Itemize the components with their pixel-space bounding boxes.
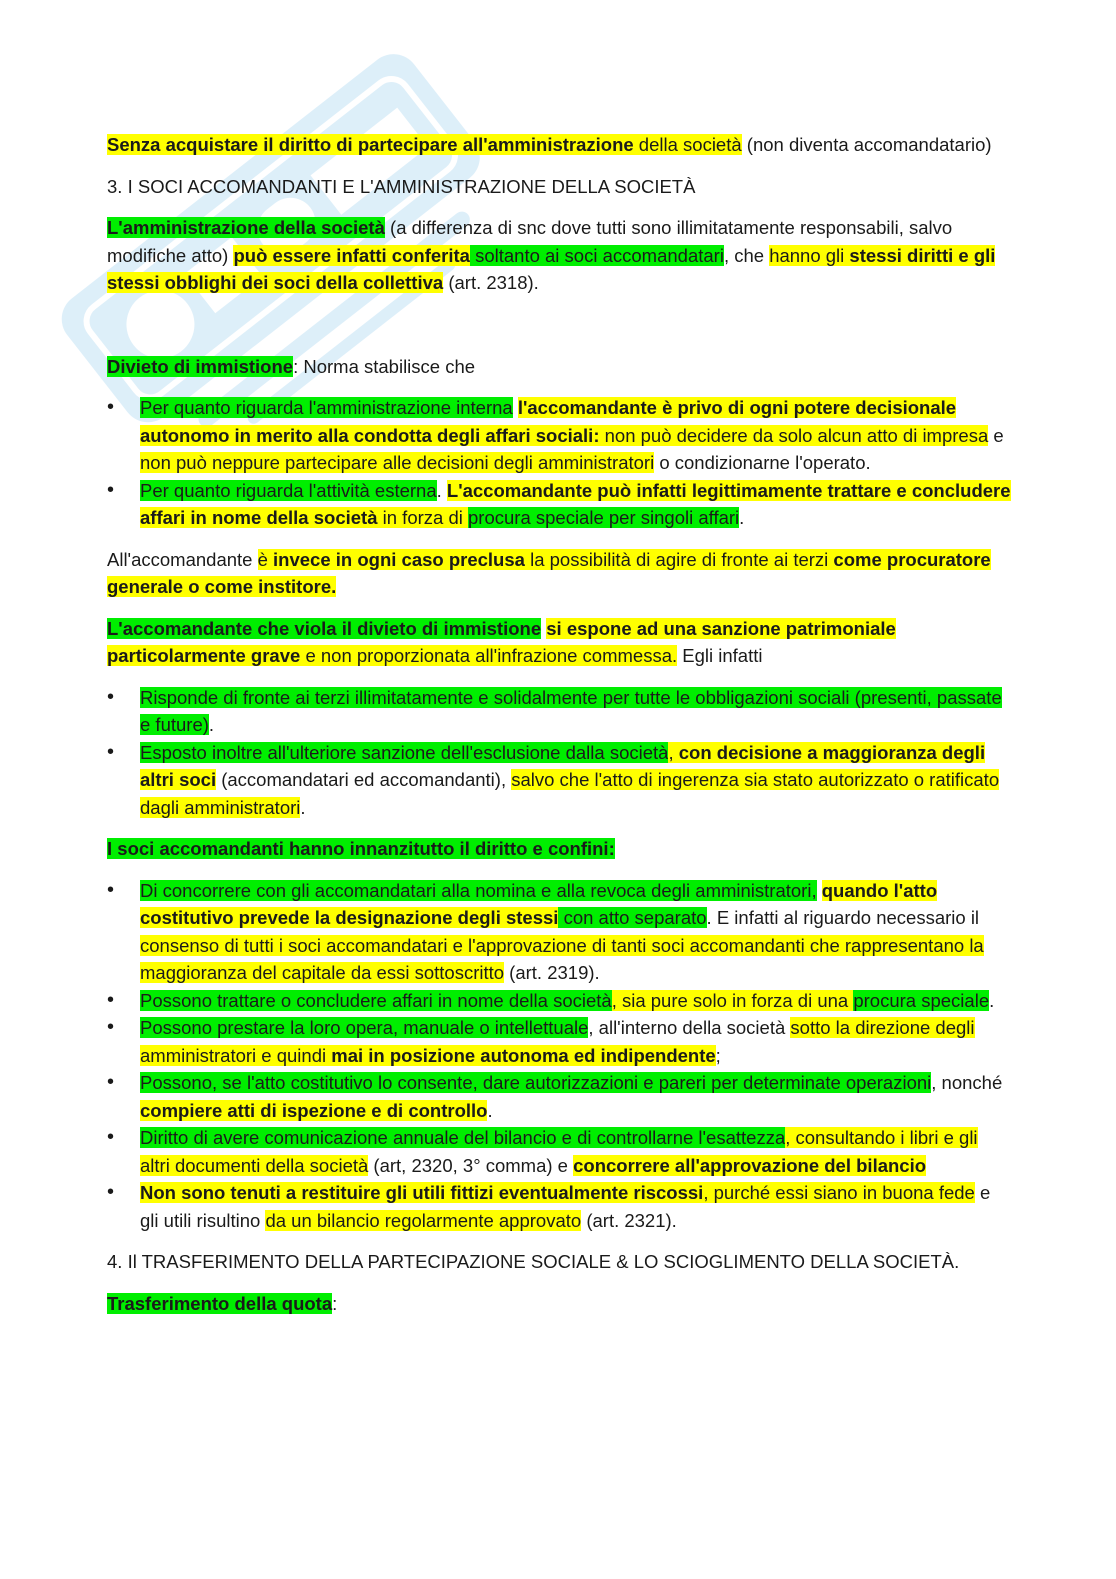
highlight-yellow-text: ,: [668, 741, 679, 763]
highlight-yellow-text: sotto la direzione degli amministratori e quindi: [140, 1017, 975, 1066]
highlight-yellow-text: quando l'atto costitutivo prevede la designazione degli stessi: [140, 879, 938, 928]
text-run: (accomandatari ed accomandanti),: [216, 769, 512, 790]
highlight-yellow-text: e non proporzionata all'infrazione commessa.: [300, 645, 678, 666]
highlight-yellow-text: è: [257, 548, 274, 570]
text-run: 3. I SOCI ACCOMANDANTI E L'AMMINISTRAZIONE DELLA SOCIETÀ: [107, 175, 696, 197]
text-run: .: [487, 1099, 493, 1121]
text-run: [817, 880, 822, 901]
highlight-yellow-text: può essere infatti conferita: [233, 244, 470, 266]
document-body: [107, 131, 1012, 1331]
bullet-list: [107, 684, 1012, 822]
highlight-yellow-text: Non sono tenuti a restituire gli utili fittizi eventualmente riscossi: [140, 1182, 704, 1203]
paragraph: [107, 1248, 1012, 1276]
highlight-green-text: Diritto di avere comunicazione annuale del bilancio e di controllarne l'esattezza: [140, 1127, 786, 1148]
paragraph: [107, 353, 1012, 381]
highlight-green-text: L'accomandante che viola il divieto di immistione: [107, 617, 542, 639]
highlight-yellow-text: come procuratore generale o come institore.: [107, 548, 991, 597]
text-run: e: [988, 424, 1004, 446]
paragraph: [107, 1290, 1012, 1318]
highlight-yellow-text: L'accomandante può infatti legittimamente trattare e concludere affari in nome della società: [140, 479, 1011, 528]
highlight-yellow-text: si espone ad una sanzione patrimoniale particolarmente grave: [107, 617, 896, 666]
highlight-green-text: Per quanto riguarda l'amministrazione interna: [140, 397, 513, 418]
list-item: [107, 684, 1012, 739]
highlight-yellow-text: la possibilità di agire di fronte ai terzi: [524, 548, 834, 570]
bullet-list: [107, 877, 1012, 1235]
highlight-green-text: Possono, se l'atto costitutivo lo consente, dare autorizzazioni e pareri per determinate operazioni: [140, 1072, 932, 1093]
list-item: [107, 394, 1012, 477]
highlight-yellow-text: non può neppure partecipare alle decisioni degli amministratori: [140, 452, 655, 473]
text-run: o condizionarne l'operato.: [654, 452, 871, 473]
text-run: (a differenza di snc dove tutti sono illimitatamente responsabili, salvo modifiche atto): [107, 217, 953, 266]
highlight-yellow-text: con decisione a maggioranza degli altri soci: [140, 741, 986, 790]
highlight-yellow-text: l'accomandante è privo di ogni potere decisionale autonomo in merito alla condotta degli affari sociali:: [140, 397, 957, 446]
list-item: [107, 1124, 1012, 1179]
text-run: .: [739, 507, 745, 528]
highlight-yellow-text: in forza di: [377, 507, 468, 528]
paragraph: [107, 615, 1012, 670]
highlight-yellow-text: da un bilancio regolarmente approvato: [265, 1209, 582, 1231]
highlight-yellow-text: della società: [633, 134, 742, 155]
bullet-list: [107, 394, 1012, 532]
text-run: , che: [723, 244, 770, 266]
highlight-green-text: Esposto inoltre all'ulteriore sanzione dell'esclusione dalla società: [140, 741, 669, 763]
text-run: , all'interno della società: [588, 1017, 791, 1038]
highlight-yellow-text: , purché essi siano in buona fede: [703, 1182, 975, 1203]
paragraph: [107, 173, 1012, 201]
highlight-green-text: Divieto di immistione: [107, 355, 294, 377]
highlight-green-text: Di concorrere con gli accomandatari alla nomina e alla revoca degli amministratori,: [140, 879, 817, 901]
text-run: .: [989, 989, 995, 1011]
highlight-yellow-text: concorrere all'approvazione del bilancio: [573, 1154, 927, 1176]
highlight-green-text: procura speciale per singoli affari: [468, 507, 740, 528]
highlight-yellow-text: invece in ogni caso preclusa: [273, 548, 525, 570]
highlight-green-text: con atto separato: [558, 907, 707, 928]
list-item: [107, 987, 1012, 1015]
highlight-yellow-text: hanno gli: [769, 244, 850, 266]
list-item: [107, 877, 1012, 987]
text-run: ;: [715, 1044, 721, 1066]
paragraph: [107, 214, 1012, 297]
list-item: [107, 739, 1012, 822]
text-run: . E infatti al riguardo necessario il: [706, 907, 980, 928]
highlight-green-text: L'amministrazione della società: [107, 217, 385, 238]
highlight-yellow-text: compiere atti di ispezione e di controllo: [140, 1099, 488, 1121]
highlight-green-text: Per quanto riguarda l'attività esterna: [140, 479, 437, 501]
text-run: Egli infatti: [677, 645, 763, 666]
highlight-yellow-text: consenso di tutti i soci accomandatari e l'approvazione di tanti soci accomandanti che rappresentano la maggioranza del capitale da essi sottoscritto: [140, 934, 984, 983]
paragraph: [107, 131, 1012, 159]
text-run: .: [300, 796, 306, 818]
highlight-yellow-text: mai in posizione autonoma ed indipendente: [331, 1044, 716, 1066]
highlight-green-text: soltanto ai soci accomandatari: [469, 244, 724, 266]
highlight-green-text: Possono trattare o concludere affari in nome della società: [140, 989, 612, 1011]
highlight-yellow-text: stessi diritti e gli stessi obblighi dei soci della collettiva: [107, 244, 996, 293]
text-run: 4. Il TRASFERIMENTO DELLA PARTECIPAZIONE SOCIALE & LO SCIOGLIMENTO DELLA SOCIETÀ.: [107, 1251, 960, 1272]
text-run: , nonché: [931, 1072, 1003, 1093]
list-item: [107, 1179, 1012, 1234]
highlight-green-text: Trasferimento della quota: [107, 1292, 333, 1314]
highlight-green-text: Possono prestare la loro opera, manuale o intellettuale: [140, 1017, 589, 1038]
list-item: [107, 1014, 1012, 1069]
text-run: :: [332, 1292, 338, 1314]
text-run: (non diventa accomandatario): [741, 134, 992, 155]
highlight-yellow-text: salvo che l'atto di ingerenza sia stato autorizzato o ratificato dagli amministratori: [140, 769, 1000, 818]
paragraph: [107, 546, 1012, 601]
highlight-yellow-text: , sia pure solo in forza di una: [611, 989, 854, 1011]
paragraph: [107, 835, 1012, 863]
text-run: .: [208, 714, 215, 735]
text-run: (art, 2320, 3° comma) e: [368, 1154, 574, 1176]
text-run: .: [436, 479, 447, 501]
text-run: e gli utili risultino: [140, 1182, 991, 1231]
highlight-yellow-text: , consultando i libri e gli altri documenti della società: [140, 1127, 978, 1176]
highlight-green-text: procura speciale: [853, 989, 990, 1011]
text-run: (art. 2319).: [504, 962, 600, 983]
text-run: (art. 2318).: [443, 272, 539, 293]
text-run: (art. 2321).: [581, 1209, 677, 1231]
highlight-green-text: I soci accomandanti hanno innanzitutto il diritto e confini:: [107, 838, 615, 859]
list-item: [107, 1069, 1012, 1124]
highlight-yellow-text: Senza acquistare il diritto di partecipare all'amministrazione: [107, 134, 634, 155]
highlight-green-text: Risponde di fronte ai terzi illimitatamente e solidalmente per tutte le obbligazioni sociali (presenti, passate e future): [140, 686, 1002, 735]
blank-line: [107, 311, 1012, 353]
text-run: All'accomandante: [107, 548, 258, 570]
highlight-yellow-text: non può decidere da solo alcun atto di impresa: [599, 424, 989, 446]
list-item: [107, 477, 1012, 532]
text-run: : Norma stabilisce che: [293, 355, 476, 377]
